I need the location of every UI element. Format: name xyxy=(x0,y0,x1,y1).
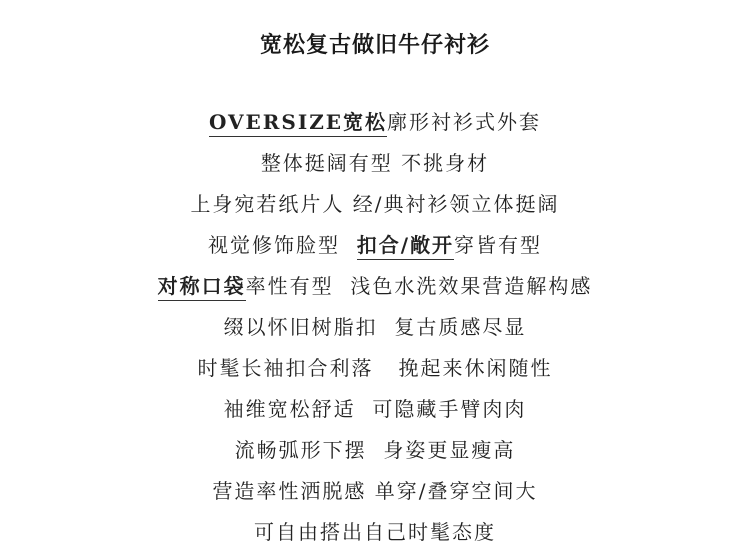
highlight-text: OVERSIZE宽松 xyxy=(209,110,387,137)
line-text: 流畅弧形下摆 身姿更显瘦高 xyxy=(234,438,516,462)
line-text: 缀以怀旧树脂扣 复古质感尽显 xyxy=(223,315,527,339)
line-text: 廓形衬衫式外套 xyxy=(387,110,542,134)
page-title: 宽松复古做旧牛仔衬衫 xyxy=(259,32,490,58)
line-text: 袖维宽松舒适 可隐藏手臂肉肉 xyxy=(223,397,527,421)
line-text: 视觉修饰脸型 xyxy=(207,233,357,257)
description-lines xyxy=(0,102,750,553)
line-text: 营造率性洒脱感 单穿/叠穿空间大 xyxy=(212,479,538,503)
highlight-text: 扣合/敞开 xyxy=(357,233,454,260)
text-line xyxy=(0,471,750,512)
line-text: 穿皆有型 xyxy=(454,233,543,257)
text-line xyxy=(0,225,750,266)
text-line xyxy=(0,102,750,143)
line-text: 上身宛若纸片人 经/典衬衫领立体挺阔 xyxy=(190,192,560,216)
highlight-text: 对称口袋 xyxy=(158,274,246,301)
text-line xyxy=(0,266,750,307)
line-text: 时髦长袖扣合利落 挽起来休闲随性 xyxy=(197,356,553,380)
line-text: 率性有型 浅色水洗效果营造解构感 xyxy=(245,274,593,298)
line-text: 整体挺阔有型 不挑身材 xyxy=(260,151,490,175)
text-line xyxy=(0,512,750,553)
text-line xyxy=(0,430,750,471)
text-line xyxy=(0,389,750,430)
text-line xyxy=(0,184,750,225)
line-text: 可自由搭出自己时髦态度 xyxy=(254,520,496,544)
text-line xyxy=(0,348,750,389)
text-line xyxy=(0,307,750,348)
text-line xyxy=(0,143,750,184)
